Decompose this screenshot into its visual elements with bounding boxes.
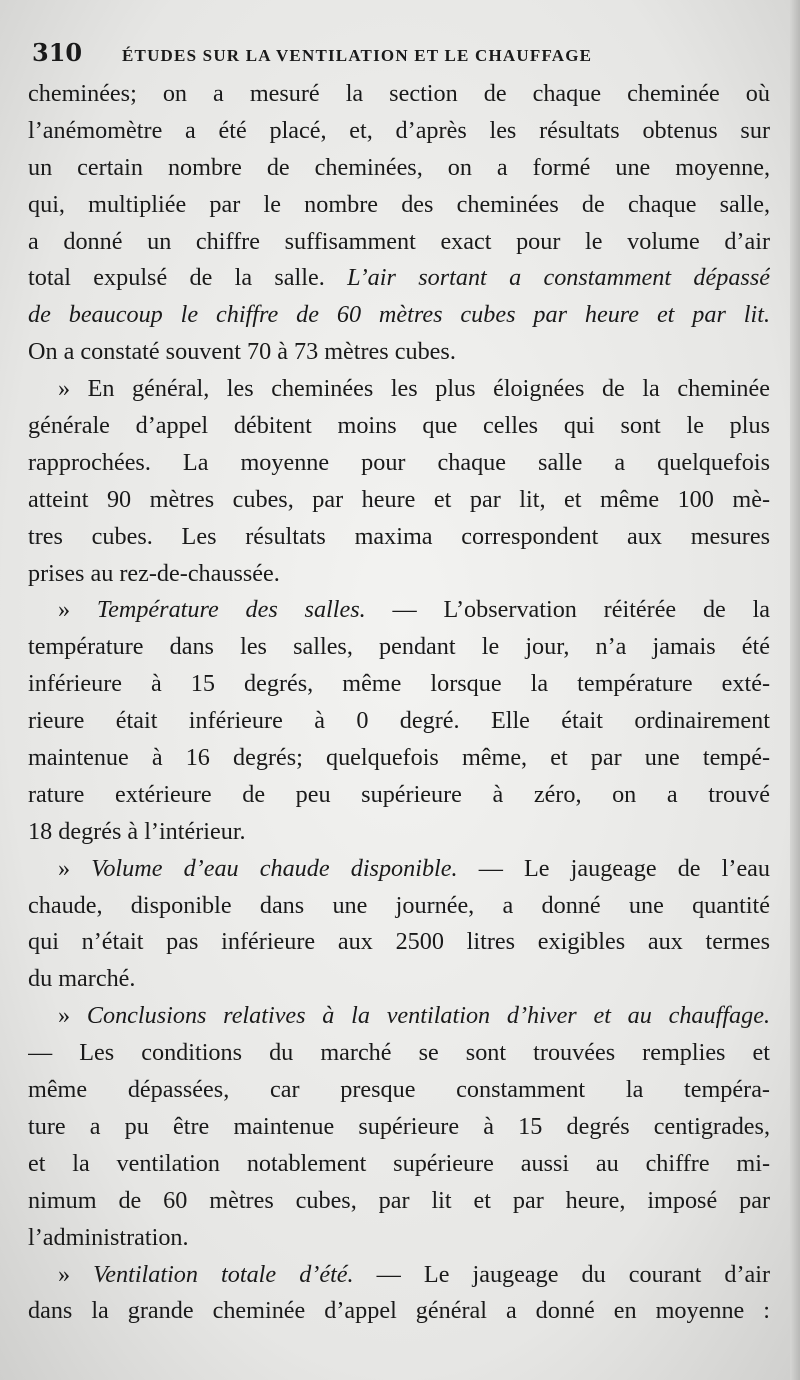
italic-text-line: de beaucoup le chiffre de 60 mètres cubes par heure et par lit. [28,301,770,329]
section-heading: Conclusions relatives à la ventilation d’hiver et au chauffage. [86,1002,770,1030]
text-line: On a constaté souvent 70 à 73 mètres cubes. [28,338,456,366]
section-heading: Ventilation totale d’été. [93,1260,354,1288]
text-line: même dépassées, car presque constamment la tempéra- [28,1076,770,1104]
text-line: tres cubes. Les résultats maxima correspondent aux mesures [28,522,770,550]
text-line: rapprochées. La moyenne pour chaque salle a quelquefois [28,448,770,476]
text-run: total expulsé de la salle. [28,264,325,292]
text-line [28,851,770,888]
text-run: » [58,596,97,624]
paragraph-continued [28,76,770,371]
text-line: qui, multipliée par le nombre des cheminées de chaque salle, [28,190,770,218]
text-line: température dans les salles, pendant le jour, n’a jamais été [28,633,770,661]
text-line: prises au rez-de-chaussée. [28,559,280,587]
text-line: qui n’était pas inférieure aux 2500 litres exigibles aux termes [28,928,770,956]
text-line: du marché. [28,965,136,993]
text-line: atteint 90 mètres cubes, par heure et par lit, et même 100 mè- [28,485,770,513]
text-line [28,998,770,1035]
text-line [28,1257,770,1294]
paragraph-eau-chaude [28,851,770,999]
paragraph-ventilation-ete [28,1257,770,1331]
text-line [28,592,770,629]
text-run: » [58,854,92,882]
text-line: inférieure à 15 degrés, même lorsque la température exté- [28,670,770,698]
text-run: — Le jaugeage de l’eau [457,854,770,882]
text-line: l’administration. [28,1223,189,1251]
text-line: et la ventilation notablement supérieure aussi au chiffre mi- [28,1149,770,1177]
page-number: 310 [32,38,83,67]
italic-text: L’air sortant a constamment dépassé [347,264,770,292]
text-line: 18 degrés à l’intérieur. [28,817,246,845]
text-line: nimum de 60 mètres cubes, par lit et par heure, imposé par [28,1186,770,1214]
text-run: » [58,1260,94,1288]
paragraph-en-general [28,371,770,592]
text-run: — L’observation réitérée de la [365,596,770,624]
text-line: cheminées; on a mesuré la section de chaque cheminée où [28,80,770,107]
text-line: a donné un chiffre suffisamment exact pour le volume d’air [28,227,770,255]
text-run: » [58,1002,87,1030]
text-line: maintenue à 16 degrés; quelquefois même, et par une tempé- [28,744,770,772]
text-line: rieure était inférieure à 0 degré. Elle était ordinairement [28,707,770,735]
paragraph-conclusions [28,998,770,1256]
text-line: ture a pu être maintenue supérieure à 15 degrés centigrades, [28,1112,770,1140]
paragraph-temperature [28,592,770,850]
body-text [28,76,770,1361]
section-heading: Volume d’eau chaude disponible. [91,854,458,882]
running-title: ÉTUDES SUR LA VENTILATION ET LE CHAUFFAGE [122,46,593,65]
text-line: » En général, les cheminées les plus éloignées de la cheminée [58,375,770,403]
text-line: dans la grande cheminée d’appel général a donné en moyenne : [28,1297,770,1325]
text-line [28,260,770,297]
text-line: chaude, disponible dans une journée, a donné une quantité [28,891,770,919]
page-edge [790,0,800,1380]
text-line: un certain nombre de cheminées, on a formé une moyenne, [28,153,770,181]
text-line: — Les conditions du marché se sont trouvées remplies et [28,1039,770,1067]
text-line: rature extérieure de peu supérieure à zéro, on a trouvé [28,780,770,808]
text-run: — Le jaugeage du courant d’air [353,1260,770,1288]
page-header [32,38,752,68]
text-line: l’anémomètre a été placé, et, d’après les résultats obtenus sur [28,116,770,144]
text-line: générale d’appel débitent moins que celles qui sont le plus [28,412,770,440]
section-heading: Température des salles. [96,596,366,624]
